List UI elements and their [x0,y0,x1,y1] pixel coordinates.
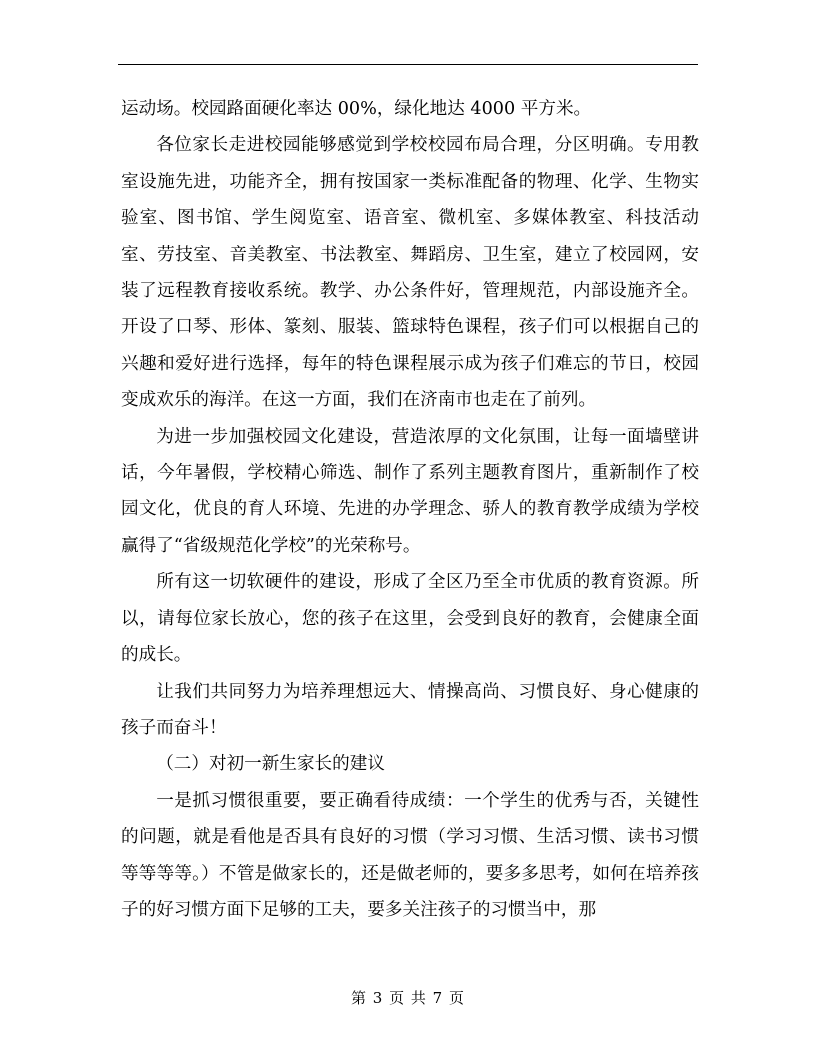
paragraph: 运动场。校园路面硬化率达 00%，绿化地达 4000 平方米。 [121,99,592,119]
section-heading: （二）对初一新生家长的建议 [156,754,385,775]
paragraph: 各位家长走进校园能够感觉到学校校园布局合理，分区明确。专用教室设施先进，功能齐全，拥有按国家一类标准配备的物理、化学、生物实验室、图书馆、学生阅览室、语音室、微机室、多媒体教室、科技活动室、劳技室、音美教室、书法教室、舞蹈房、卫生室，建立了校园网，安装了远程教育接收系统。教学、办公条件好，管理规范，内部设施齐全。开设了口琴、形体、篆刻、服装、篮球特色课程，孩子们可以根据自己的兴趣和爱好进行选择，每年的特色课程展示成为孩子们难忘的节日，校园变成欢乐的海洋。在这一方面，我们在济南市也走在了前列。 [121,135,699,411]
document-body [121,91,699,928]
paragraph: 一是抓习惯很重要，要正确看待成绩：一个学生的优秀与否，关键性的问题，就是看他是否具有良好的习惯（学习习惯、生活习惯、读书习惯等等等等。）不管是做家长的，还是做老师的，要多多思考，如何在培养孩子的好习惯方面下足够的工夫，要多关注孩子的习惯当中，那 [121,790,699,920]
page-number-footer: 第 3 页 共 7 页 [351,989,465,1007]
paragraph: 为进一步加强校园文化建设，营造浓厚的文化氛围，让每一面墙壁讲话，今年暑假，学校精心筛选、制作了系列主题教育图片，重新制作了校园文化，优良的育人环境、先进的办学理念、骄人的教育教学成绩为学校赢得了“省级规范化学校”的光荣称号。 [121,426,699,556]
header-rule [118,64,698,65]
paragraph: 让我们共同努力为培养理想远大、情操高尚、习惯良好、身心健康的孩子而奋斗！ [121,681,699,738]
paragraph: 所有这一切软硬件的建设，形成了全区乃至全市优质的教育资源。所以，请每位家长放心，您的孩子在这里，会受到良好的教育，会健康全面的成长。 [121,572,699,666]
